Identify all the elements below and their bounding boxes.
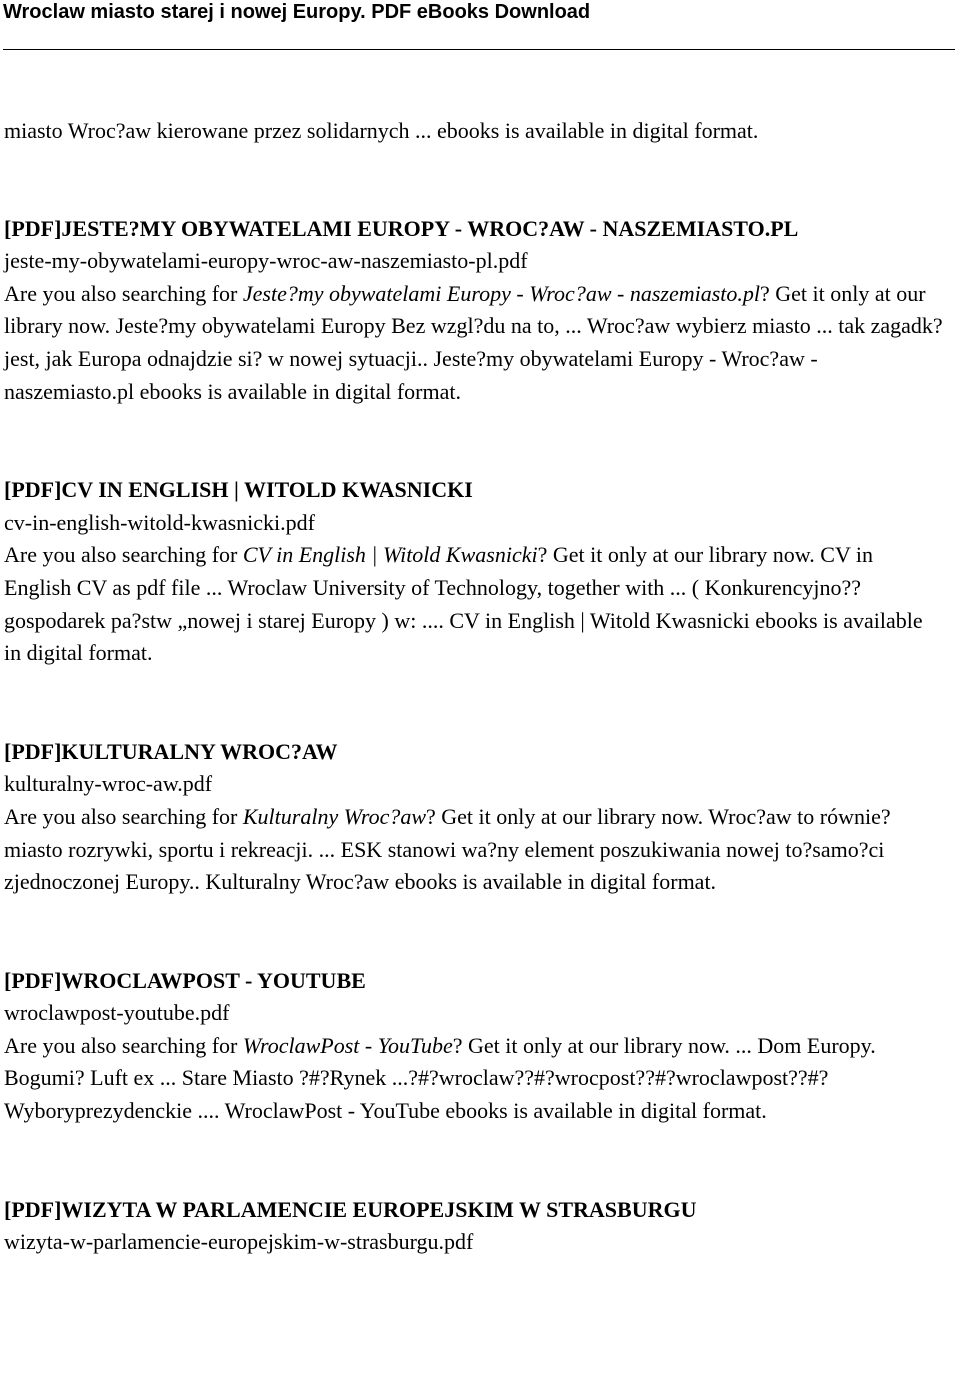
result-filename[interactable]: wizyta-w-parlamencie-europejskim-w-strasburgu.pdf — [4, 1229, 474, 1255]
search-result — [4, 1194, 944, 1259]
result-body: ? Get it only at our library now. Jeste?my obywatelami Europy Bez wzgl?du na to, ... Wroc?aw wybierz miasto ... tak zagadk? jest, jak Europa odnajdzie si? w nowej sytuacji.. Jeste?my obywatelami Europy - Wroc?aw - naszemiasto.pl ebooks is available in digital format. — [4, 280, 943, 404]
result-body: ? Get it only at our library now. CV in English CV as pdf file ... Wroclaw University of Technology, together with ... ( Konkurencyjno?? gospodarek pa?stw „nowej i starej Europy ) w: .... CV in English | Witold Kwasnicki ebooks is available in digital format. — [4, 542, 923, 666]
result-title-link[interactable]: [PDF]WROCLAWPOST - YOUTUBE — [4, 967, 366, 993]
search-result — [4, 736, 944, 899]
result-title-link[interactable]: [PDF]CV IN ENGLISH | WITOLD KWASNICKI — [4, 477, 473, 503]
result-filename[interactable]: kulturalny-wroc-aw.pdf — [4, 771, 213, 797]
result-title-link[interactable]: [PDF]WIZYTA W PARLAMENCIE EUROPEJSKIM W STRASBURGU — [4, 1196, 697, 1222]
result-body: ? Get it only at our library now. Wroc?aw to równie? miasto rozrywki, sportu i rekreacji. ... ESK stanowi wa?ny element poszukiwania nowej to?samo?ci zjednoczonej Europy.. Kulturalny Wroc?aw ebooks is available in digital format. — [4, 803, 891, 895]
search-result — [4, 965, 944, 1128]
search-result — [4, 213, 944, 409]
page-title: Wroclaw miasto starej i nowej Europy. PDF eBooks Download — [3, 1, 591, 23]
result-description — [4, 801, 944, 899]
result-description — [4, 1030, 944, 1128]
result-title-link[interactable]: [PDF]JESTE?MY OBYWATELAMI EUROPY - WROC?AW - NASZEMIASTO.PL — [4, 215, 799, 241]
search-term: Jeste?my obywatelami Europy - Wroc?aw - naszemiasto.pl — [242, 280, 760, 306]
header-divider — [3, 49, 955, 50]
search-prefix: Are you also searching for — [4, 803, 243, 829]
search-result — [4, 474, 944, 670]
search-prefix: Are you also searching for — [4, 1032, 243, 1058]
result-description — [4, 278, 944, 408]
search-term: WroclawPost - YouTube — [242, 1032, 453, 1058]
search-term: Kulturalny Wroc?aw — [242, 803, 427, 829]
intro-paragraph: miasto Wroc?aw kierowane przez solidarnych ... ebooks is available in digital format. — [4, 118, 759, 143]
search-prefix: Are you also searching for — [4, 280, 243, 306]
search-term: CV in English | Witold Kwasnicki — [242, 542, 538, 568]
result-description — [4, 539, 944, 669]
result-filename[interactable]: wroclawpost-youtube.pdf — [4, 1000, 230, 1026]
result-body: ? Get it only at our library now. ... Dom Europy. Bogumi? Luft ex ... Stare Miasto ?#?Rynek ...?#?wroclaw??#?wrocpost??#?wroclawpost??#?Wyboryprezydenckie .... WroclawPost - YouTube ebooks is available in digital format. — [4, 1032, 876, 1124]
search-prefix: Are you also searching for — [4, 542, 243, 568]
result-filename[interactable]: jeste-my-obywatelami-europy-wroc-aw-naszemiasto-pl.pdf — [4, 248, 528, 274]
result-filename[interactable]: cv-in-english-witold-kwasnicki.pdf — [4, 509, 315, 535]
result-title-link[interactable]: [PDF]KULTURALNY WROC?AW — [4, 738, 338, 764]
document-body — [4, 115, 944, 1325]
